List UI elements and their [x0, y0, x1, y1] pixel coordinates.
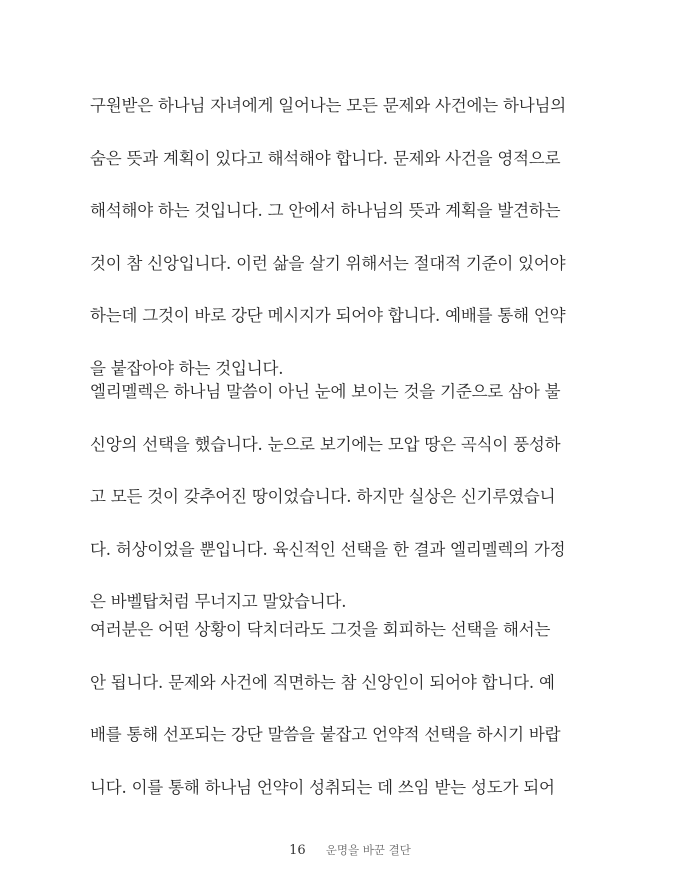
- paragraph-line: 다. 허상이었을 뿐입니다. 육신적인 선택을 한 결과 엘리멜렉의 가정: [90, 539, 566, 559]
- paragraph-line: 을 붙잡아야 하는 것입니다.: [90, 358, 284, 378]
- paragraph-line: 하는데 그것이 바로 강단 메시지가 되어야 합니다. 예배를 통해 언약: [90, 306, 566, 325]
- paragraph-line: 배를 통해 선포되는 강단 말씀을 붙잡고 언약적 선택을 하시기 바랍: [90, 725, 561, 744]
- paragraph-line: 여러분은 어떤 상황이 닥치더라도 그것을 회피하는 선택을 해서는: [90, 620, 551, 639]
- paragraph-line: 구원받은 하나님 자녀에게 일어나는 모든 문제와 사건에는 하나님의: [90, 96, 567, 115]
- paragraph-line: 니다. 이를 통해 하나님 언약이 성취되는 데 쓰임 받는 성도가 되어: [90, 777, 555, 797]
- paragraph-line: 고 모든 것이 갖추어진 땅이었습니다. 하지만 실상은 신기루였습니: [90, 487, 556, 506]
- paragraph-line: 안 됩니다. 문제와 사건에 직면하는 참 신앙인이 되어야 합니다. 예: [90, 672, 555, 692]
- paragraph-line: 엘리멜렉은 하나님 말씀이 아닌 눈에 보이는 것을 기준으로 삼아 불: [90, 382, 561, 401]
- page-number: 16: [289, 843, 306, 858]
- paragraph-line: 숨은 뜻과 계획이 있다고 해석해야 합니다. 문제와 사건을 영적으로: [90, 148, 561, 168]
- paragraph-line: 해석해야 하는 것입니다. 그 안에서 하나님의 뜻과 계획을 발견하는: [90, 201, 561, 220]
- paragraph-line: 것이 참 신앙입니다. 이런 삶을 살기 위해서는 절대적 기준이 있어야: [90, 253, 566, 273]
- running-title: 운명을 바꾼 결단: [325, 843, 411, 857]
- paragraph-1: [90, 80, 600, 395]
- page-footer: [0, 842, 700, 858]
- paragraph-line: 신앙의 선택을 했습니다. 눈으로 보기에는 모압 땅은 곡식이 풍성하: [90, 434, 561, 454]
- paragraph-3: [90, 604, 600, 814]
- paragraph-2: [90, 366, 600, 629]
- paragraph-line: 은 바벨탑처럼 무너지고 말았습니다.: [90, 592, 347, 611]
